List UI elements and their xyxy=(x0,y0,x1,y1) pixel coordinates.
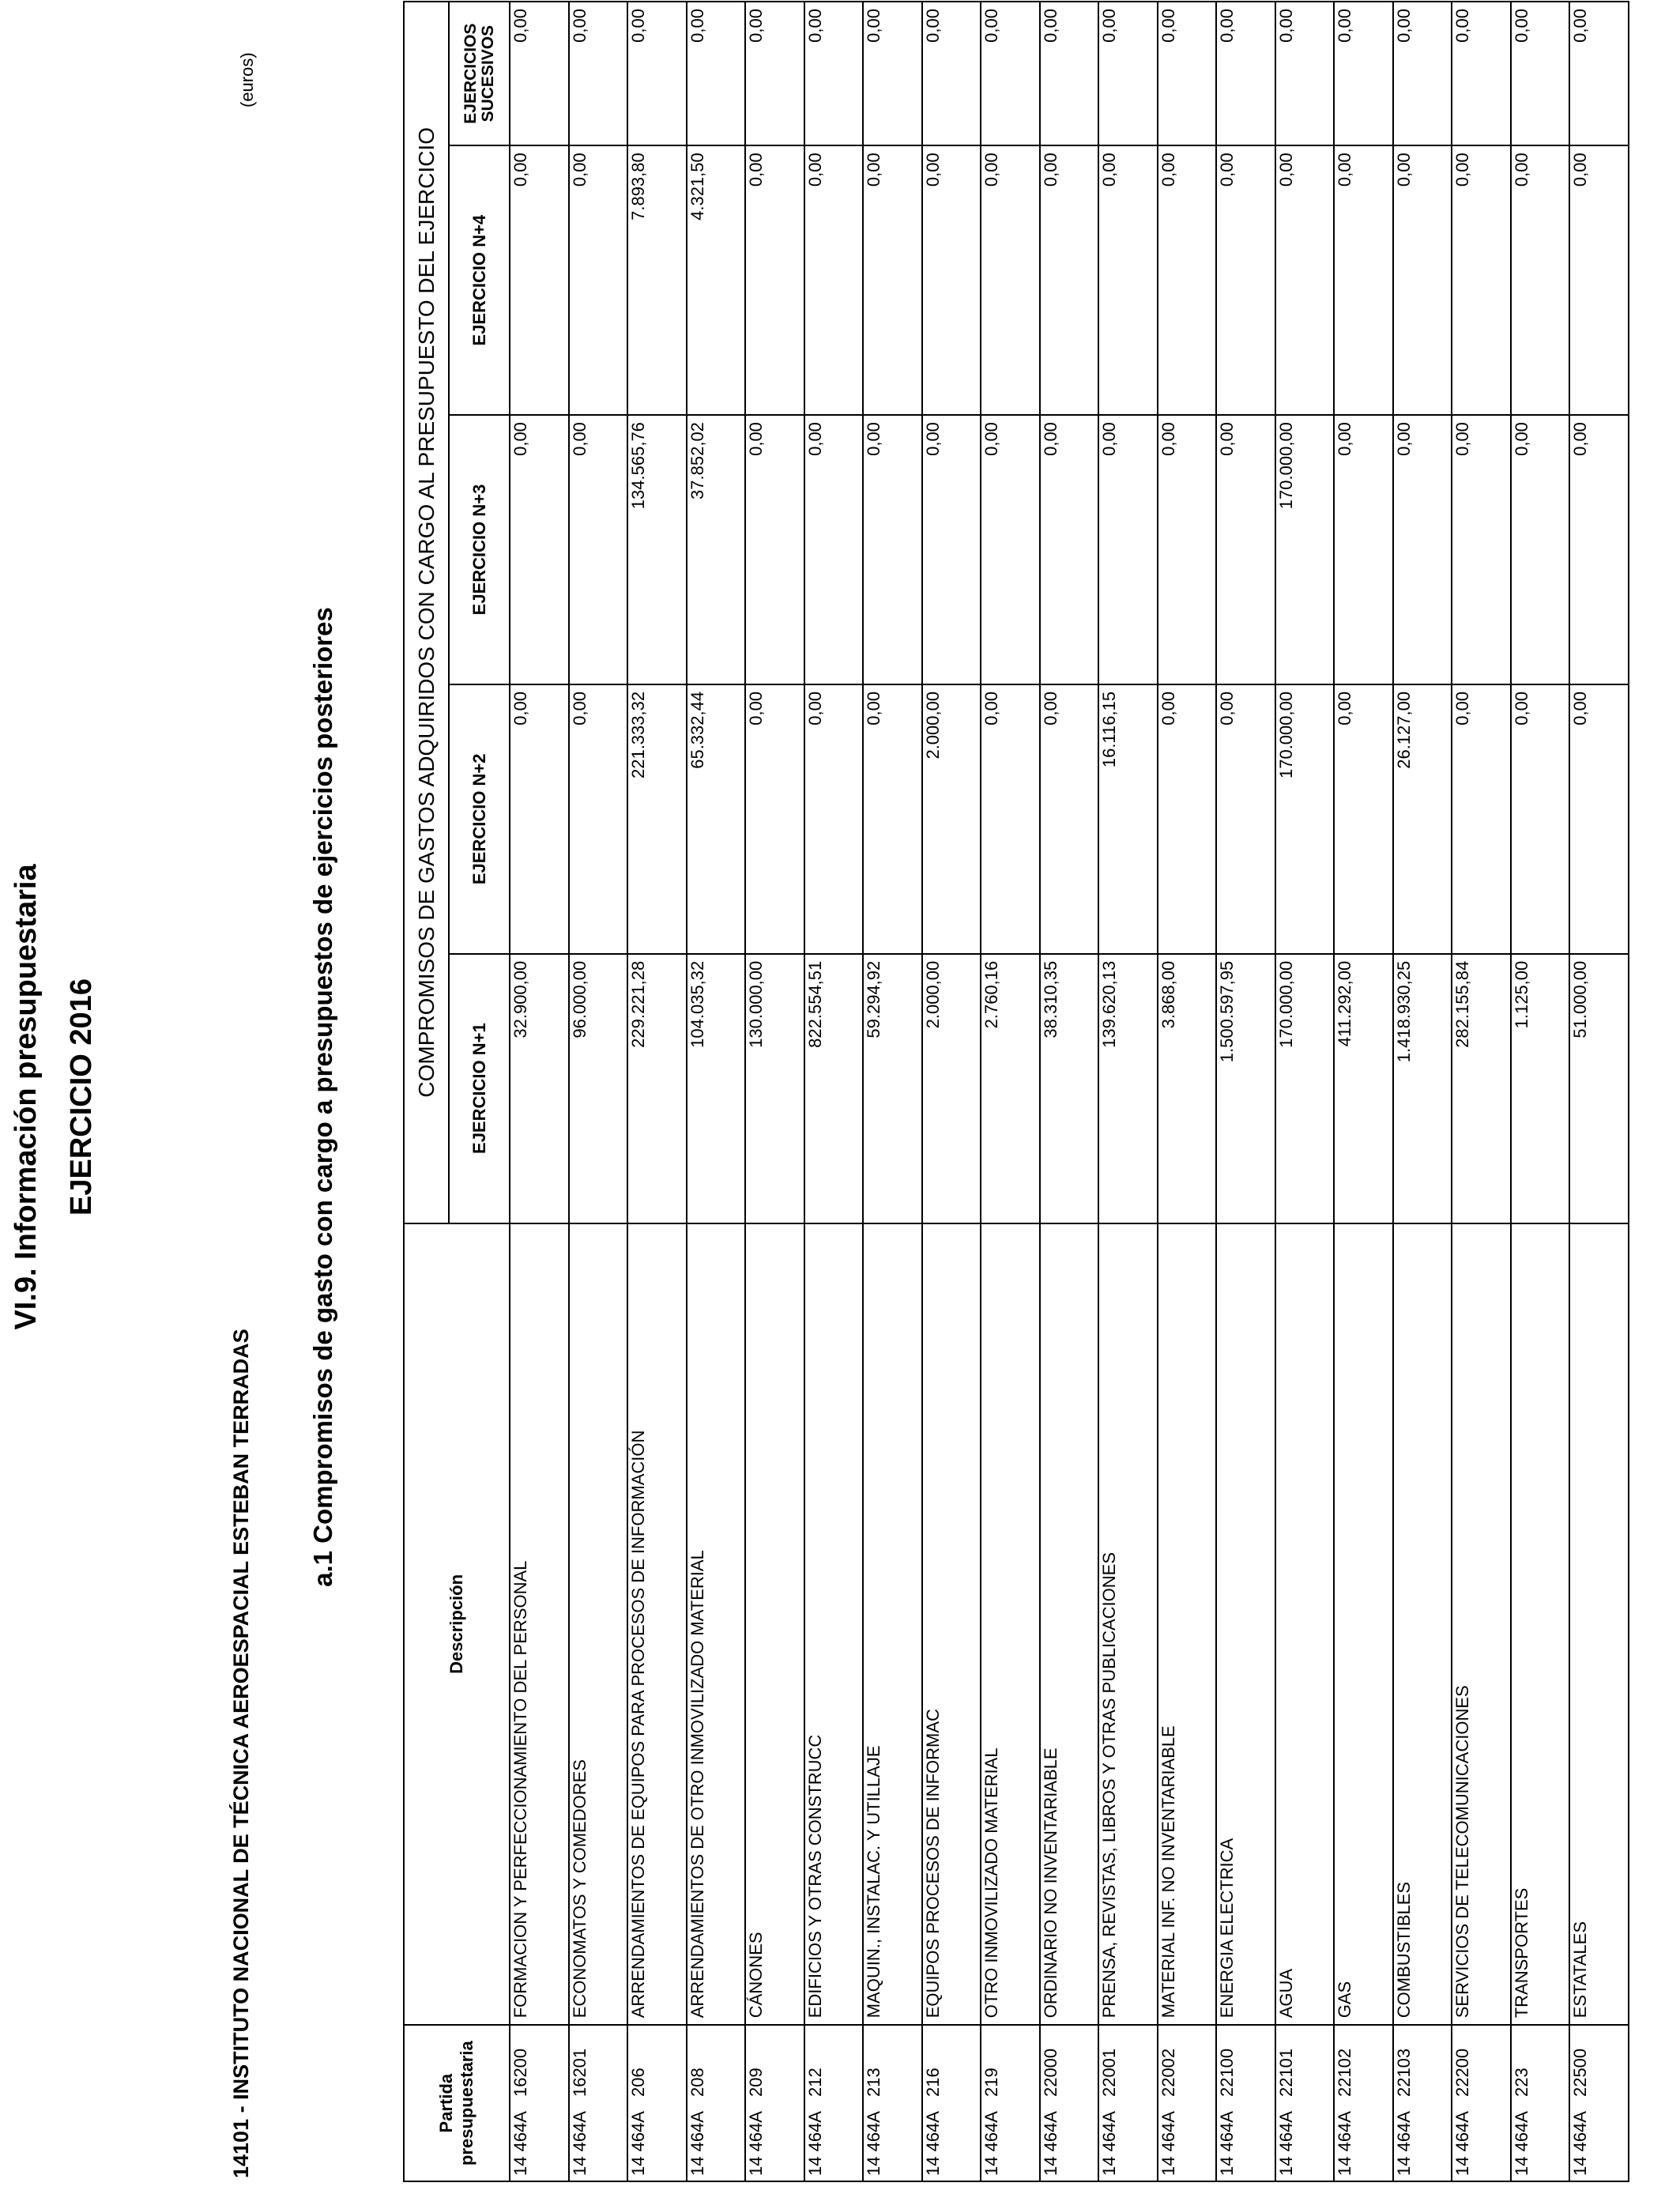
cell-concepto: 208 xyxy=(687,2068,707,2098)
cell-suc: 0,00 xyxy=(1569,2,1629,145)
cell-n4: 0,00 xyxy=(745,145,804,415)
cell-n4: 0,00 xyxy=(1158,145,1217,415)
cell-concepto: 22101 xyxy=(1275,2048,1296,2098)
cell-n3: 0,00 xyxy=(1569,415,1629,684)
cell-concepto: 223 xyxy=(1511,2068,1531,2098)
cell-n2: 65.332,44 xyxy=(687,684,746,954)
cell-n1: 51.000,00 xyxy=(1569,954,1629,1223)
table-row xyxy=(1158,2,1217,2181)
cell-partida xyxy=(1098,2025,1158,2181)
cell-n4: 7.893,80 xyxy=(627,145,687,415)
cell-partida xyxy=(510,2025,569,2181)
cell-n2: 16.116,15 xyxy=(1098,684,1158,954)
cell-n4: 0,00 xyxy=(1452,145,1511,415)
cell-n3: 0,00 xyxy=(1216,415,1275,684)
cell-concepto: 22001 xyxy=(1099,2048,1119,2098)
cell-partida xyxy=(1334,2025,1393,2181)
cell-suc: 0,00 xyxy=(1393,2,1452,145)
cell-n2: 2.000,00 xyxy=(922,684,981,954)
cell-descripcion: SERVICIOS DE TELECOMUNICACIONES xyxy=(1452,1223,1511,2026)
cell-concepto: 216 xyxy=(922,2068,943,2098)
col-header-n1: EJERCICIO N+1 xyxy=(449,954,510,1223)
cell-n1: 1.500.597,95 xyxy=(1216,954,1275,1223)
cell-programa: 14 464A xyxy=(981,2111,1001,2176)
cell-suc: 0,00 xyxy=(981,2,1040,145)
cell-n2: 0,00 xyxy=(510,684,569,954)
cell-n1: 38.310,35 xyxy=(1040,954,1099,1223)
cell-descripcion: AGUA xyxy=(1275,1223,1335,2026)
cell-suc: 0,00 xyxy=(1040,2,1099,145)
cell-concepto: 22103 xyxy=(1393,2048,1414,2098)
cell-suc: 0,00 xyxy=(922,2,981,145)
cell-n4: 0,00 xyxy=(1275,145,1335,415)
table-row xyxy=(1334,2,1393,2181)
cell-suc: 0,00 xyxy=(1511,2,1570,145)
cell-n2: 0,00 xyxy=(1040,684,1099,954)
cell-n4: 0,00 xyxy=(569,145,628,415)
cell-n2: 0,00 xyxy=(804,684,864,954)
cell-programa: 14 464A xyxy=(1217,2111,1237,2176)
cell-partida xyxy=(627,2025,687,2181)
cell-descripcion: EQUIPOS PROCESOS DE INFORMAC xyxy=(922,1223,981,2026)
cell-descripcion: OTRO INMOVILIZADO MATERIAL xyxy=(981,1223,1040,2026)
page-title: VI.9. Información presupuestaria xyxy=(9,864,43,1330)
header-row-group xyxy=(404,2,449,2181)
cell-n3: 170.000,00 xyxy=(1275,415,1335,684)
cell-programa: 14 464A xyxy=(1099,2111,1119,2176)
cell-programa: 14 464A xyxy=(1570,2111,1590,2176)
cell-n3: 0,00 xyxy=(804,415,864,684)
cell-n2: 221.333,32 xyxy=(627,684,687,954)
cell-partida xyxy=(687,2025,746,2181)
cell-programa: 14 464A xyxy=(1158,2111,1178,2176)
cell-concepto: 206 xyxy=(628,2068,648,2098)
cell-n1: 229.221,28 xyxy=(627,954,687,1223)
cell-n3: 0,00 xyxy=(863,415,922,684)
cell-n3: 0,00 xyxy=(1334,415,1393,684)
cell-concepto: 213 xyxy=(864,2068,883,2098)
cell-n2: 170.000,00 xyxy=(1275,684,1335,954)
cell-concepto: 22500 xyxy=(1570,2048,1590,2098)
cell-suc: 0,00 xyxy=(1334,2,1393,145)
cell-n1: 59.294,92 xyxy=(863,954,922,1223)
cell-partida xyxy=(981,2025,1040,2181)
cell-suc: 0,00 xyxy=(804,2,864,145)
cell-partida xyxy=(1452,2025,1511,2181)
cell-n1: 3.868,00 xyxy=(1158,954,1217,1223)
cell-n3: 0,00 xyxy=(569,415,628,684)
cell-partida xyxy=(1393,2025,1452,2181)
cell-concepto: 22200 xyxy=(1452,2048,1472,2098)
table-body xyxy=(510,2,1629,2181)
section-subtitle: a.1 Compromisos de gasto con cargo a presupuestos de ejercicios posteriores xyxy=(308,607,337,1587)
cell-suc: 0,00 xyxy=(1216,2,1275,145)
currency-unit: (euros) xyxy=(237,52,257,107)
cell-n4: 0,00 xyxy=(981,145,1040,415)
cell-n3: 0,00 xyxy=(1158,415,1217,684)
cell-n1: 1.418.930,25 xyxy=(1393,954,1452,1223)
cell-n4: 0,00 xyxy=(863,145,922,415)
cell-n2: 0,00 xyxy=(1216,684,1275,954)
table-row xyxy=(1216,2,1275,2181)
cell-n3: 0,00 xyxy=(922,415,981,684)
cell-descripcion: ORDINARIO NO INVENTARIABLE xyxy=(1040,1223,1099,2026)
col-header-sucesivos xyxy=(449,2,510,145)
cell-partida xyxy=(1158,2025,1217,2181)
cell-programa: 14 464A xyxy=(1452,2111,1472,2176)
cell-n4: 0,00 xyxy=(1511,145,1570,415)
cell-suc: 0,00 xyxy=(863,2,922,145)
cell-n4: 0,00 xyxy=(804,145,864,415)
cell-concepto: 22002 xyxy=(1158,2048,1178,2098)
cell-suc: 0,00 xyxy=(510,2,569,145)
table-row xyxy=(687,2,746,2181)
cell-descripcion: MATERIAL INF. NO INVENTARIABLE xyxy=(1158,1223,1217,2026)
cell-n4: 4.321,50 xyxy=(687,145,746,415)
table-row xyxy=(1393,2,1452,2181)
cell-programa: 14 464A xyxy=(922,2111,943,2176)
cell-n3: 0,00 xyxy=(981,415,1040,684)
cell-n1: 411.292,00 xyxy=(1334,954,1393,1223)
cell-n3: 0,00 xyxy=(745,415,804,684)
cell-n2: 0,00 xyxy=(1158,684,1217,954)
institution-heading: 14101 - INSTITUTO NACIONAL DE TÉCNICA AEROESPACIAL ESTEBAN TERRADAS xyxy=(229,1329,253,2178)
cell-suc: 0,00 xyxy=(569,2,628,145)
cell-partida xyxy=(1511,2025,1570,2181)
cell-suc: 0,00 xyxy=(1452,2,1511,145)
cell-programa: 14 464A xyxy=(628,2111,648,2176)
cell-programa: 14 464A xyxy=(687,2111,707,2176)
cell-n2: 26.127,00 xyxy=(1393,684,1452,954)
cell-programa: 14 464A xyxy=(804,2111,825,2176)
table-row xyxy=(804,2,864,2181)
cell-n4: 0,00 xyxy=(1334,145,1393,415)
table-row xyxy=(1569,2,1629,2181)
table-row xyxy=(981,2,1040,2181)
cell-partida xyxy=(804,2025,864,2181)
cell-n1: 282.155,84 xyxy=(1452,954,1511,1223)
cell-n4: 0,00 xyxy=(1216,145,1275,415)
table-row xyxy=(1040,2,1099,2181)
cell-n2: 0,00 xyxy=(981,684,1040,954)
cell-suc: 0,00 xyxy=(745,2,804,145)
table-row xyxy=(922,2,981,2181)
cell-descripcion: FORMACION Y PERFECCIONAMIENTO DEL PERSONAL xyxy=(510,1223,569,2026)
table-row xyxy=(1275,2,1335,2181)
cell-n3: 0,00 xyxy=(1452,415,1511,684)
table-row xyxy=(569,2,628,2181)
cell-programa: 14 464A xyxy=(1040,2111,1060,2176)
table-row xyxy=(627,2,687,2181)
cell-partida xyxy=(1040,2025,1099,2181)
cell-concepto: 16200 xyxy=(510,2048,530,2098)
cell-n1: 130.000,00 xyxy=(745,954,804,1223)
cell-n2: 0,00 xyxy=(569,684,628,954)
table-row xyxy=(745,2,804,2181)
cell-n4: 0,00 xyxy=(510,145,569,415)
cell-descripcion: ARRENDAMIENTOS DE OTRO INMOVILIZADO MATERIAL xyxy=(687,1223,746,2026)
cell-programa: 14 464A xyxy=(1511,2111,1531,2176)
col-header-n4: EJERCICIO N+4 xyxy=(449,145,510,415)
cell-n3: 0,00 xyxy=(1098,415,1158,684)
cell-n4: 0,00 xyxy=(1098,145,1158,415)
cell-partida xyxy=(863,2025,922,2181)
cell-partida xyxy=(745,2025,804,2181)
table-row xyxy=(1098,2,1158,2181)
cell-descripcion: TRANSPORTES xyxy=(1511,1223,1570,2026)
cell-descripcion: GAS xyxy=(1334,1223,1393,2026)
cell-concepto: 22100 xyxy=(1217,2048,1237,2098)
cell-n2: 0,00 xyxy=(863,684,922,954)
page-year: EJERCICIO 2016 xyxy=(65,978,98,1216)
cell-n3: 0,00 xyxy=(1511,415,1570,684)
cell-descripcion: PRENSA, REVISTAS, LIBROS Y OTRAS PUBLICACIONES xyxy=(1098,1223,1158,2026)
cell-programa: 14 464A xyxy=(864,2111,883,2176)
cell-n4: 0,00 xyxy=(1040,145,1099,415)
table-row xyxy=(1452,2,1511,2181)
cell-n3: 134.565,76 xyxy=(627,415,687,684)
cell-programa: 14 464A xyxy=(746,2111,766,2176)
cell-n3: 37.852,02 xyxy=(687,415,746,684)
cell-concepto: 22102 xyxy=(1335,2048,1354,2098)
cell-n3: 0,00 xyxy=(510,415,569,684)
cell-n4: 0,00 xyxy=(922,145,981,415)
cell-n1: 1.125,00 xyxy=(1511,954,1570,1223)
cell-concepto: 219 xyxy=(981,2068,1001,2098)
cell-n2: 0,00 xyxy=(1452,684,1511,954)
cell-n3: 0,00 xyxy=(1040,415,1099,684)
col-header-group: COMPROMISOS DE GASTOS ADQUIRIDOS CON CARGO AL PRESUPUESTO DEL EJERCICIO xyxy=(404,2,449,1223)
col-header-descripcion: Descripción xyxy=(404,1223,510,2026)
cell-programa: 14 464A xyxy=(510,2111,530,2176)
cell-partida xyxy=(569,2025,628,2181)
cell-descripcion: ESTATALES xyxy=(1569,1223,1629,2026)
cell-n2: 0,00 xyxy=(745,684,804,954)
cell-programa: 14 464A xyxy=(569,2111,590,2176)
cell-n1: 2.000,00 xyxy=(922,954,981,1223)
cell-n1: 96.000,00 xyxy=(569,954,628,1223)
cell-n1: 104.035,32 xyxy=(687,954,746,1223)
table-row xyxy=(863,2,922,2181)
col-header-n2: EJERCICIO N+2 xyxy=(449,684,510,954)
cell-partida xyxy=(1569,2025,1629,2181)
cell-concepto: 212 xyxy=(804,2068,825,2098)
cell-descripcion: ENERGIA ELECTRICA xyxy=(1216,1223,1275,2026)
cell-suc: 0,00 xyxy=(627,2,687,145)
cell-suc: 0,00 xyxy=(1098,2,1158,145)
cell-n2: 0,00 xyxy=(1511,684,1570,954)
cell-n1: 32.900,00 xyxy=(510,954,569,1223)
cell-descripcion: ARRENDAMIENTOS DE EQUIPOS PARA PROCESOS DE INFORMACIÓN xyxy=(627,1223,687,2026)
cell-n3: 0,00 xyxy=(1393,415,1452,684)
cell-partida xyxy=(922,2025,981,2181)
col-header-sucesivos-line2: SUCESIVOS xyxy=(478,25,497,123)
cell-suc: 0,00 xyxy=(1158,2,1217,145)
cell-descripcion: MAQUIN., INSTALAC. Y UTILLAJE xyxy=(863,1223,922,2026)
col-header-sucesivos-line1: EJERCICIOS xyxy=(461,23,480,124)
cell-n4: 0,00 xyxy=(1393,145,1452,415)
cell-n1: 822.554,51 xyxy=(804,954,864,1223)
col-header-n3: EJERCICIO N+3 xyxy=(449,415,510,684)
cell-concepto: 16201 xyxy=(569,2048,590,2098)
cell-suc: 0,00 xyxy=(687,2,746,145)
cell-n2: 0,00 xyxy=(1334,684,1393,954)
cell-n2: 0,00 xyxy=(1569,684,1629,954)
table-row xyxy=(510,2,569,2181)
cell-n1: 170.000,00 xyxy=(1275,954,1335,1223)
col-header-partida: Partida presupuestaria xyxy=(404,2025,510,2181)
cell-n4: 0,00 xyxy=(1569,145,1629,415)
cell-partida xyxy=(1216,2025,1275,2181)
table-row xyxy=(1511,2,1570,2181)
cell-descripcion: EDIFICIOS Y OTRAS CONSTRUCC xyxy=(804,1223,864,2026)
cell-concepto: 209 xyxy=(746,2068,766,2098)
cell-descripcion: CÁNONES xyxy=(745,1223,804,2026)
cell-n1: 139.620,13 xyxy=(1098,954,1158,1223)
cell-programa: 14 464A xyxy=(1335,2111,1354,2176)
cell-programa: 14 464A xyxy=(1393,2111,1414,2176)
cell-n1: 2.760,16 xyxy=(981,954,1040,1223)
cell-suc: 0,00 xyxy=(1275,2,1335,145)
cell-descripcion: ECONOMATOS Y COMEDORES xyxy=(569,1223,628,2026)
cell-concepto: 22000 xyxy=(1040,2048,1060,2098)
cell-descripcion: COMBUSTIBLES xyxy=(1393,1223,1452,2026)
cell-programa: 14 464A xyxy=(1275,2111,1296,2176)
cell-partida xyxy=(1275,2025,1335,2181)
commitments-table xyxy=(403,1,1629,2182)
